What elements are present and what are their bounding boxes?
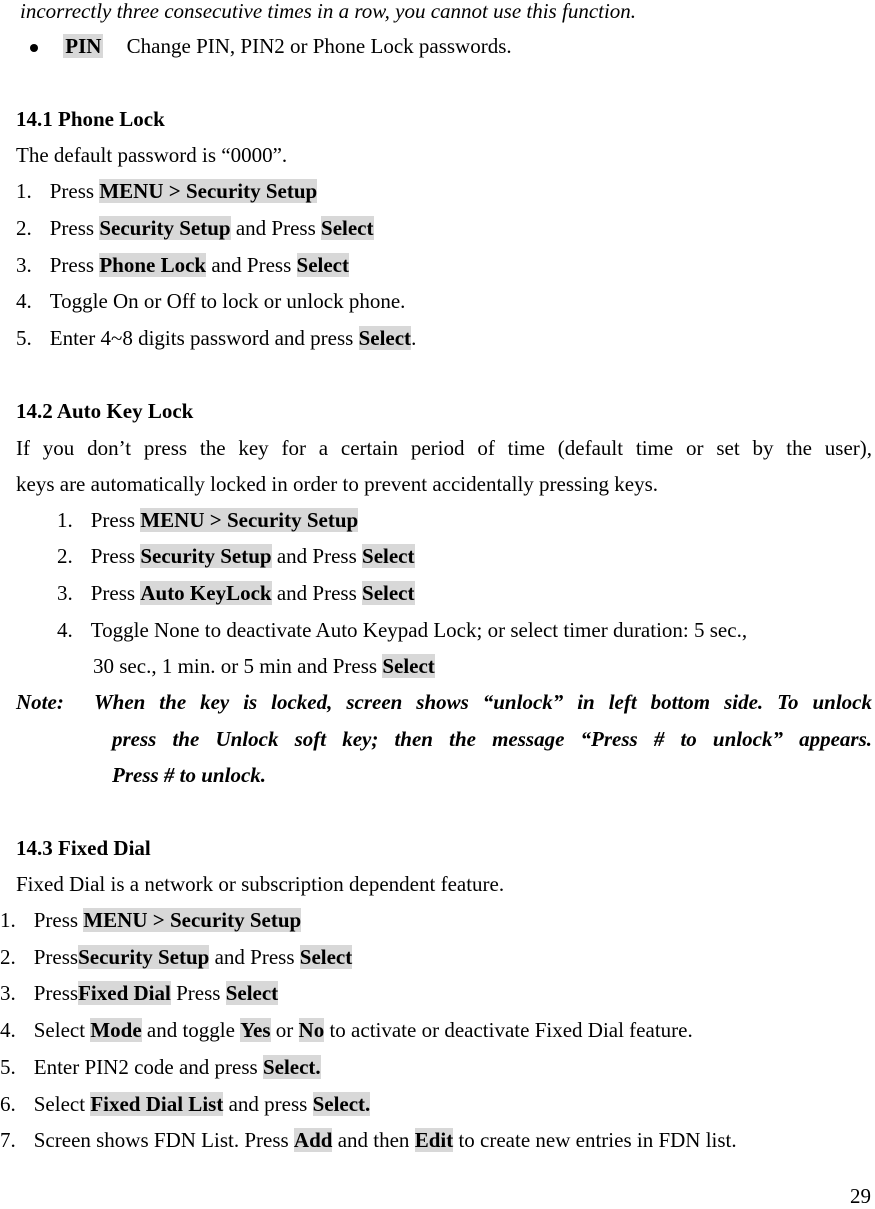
no-key: No (298, 1018, 325, 1042)
bullet-icon (30, 44, 38, 52)
note-line-3: Press # to unlock. (112, 763, 267, 787)
step-number: 1. (0, 908, 16, 932)
auto-key-lock-step-2: 2. Press Security Setup and Press Select (57, 544, 415, 568)
fixed-dial-step-4: 4. Select Mode and toggle Yes or No to activate or deactivate Fixed Dial feature. (0, 1018, 693, 1042)
security-setup-key: Security Setup (78, 945, 210, 969)
fixed-dial-step-5: 5. Enter PIN2 code and press Select. (0, 1055, 321, 1079)
fixed-dial-key: Fixed Dial (78, 981, 171, 1005)
add-key: Add (293, 1128, 333, 1152)
step-number: 5. (16, 326, 32, 350)
note-line-1: When the key is locked, screen shows “unlock” in left bottom side. To unlock (94, 690, 872, 714)
step-number: 2. (57, 544, 73, 568)
phone-lock-step-1: 1. Press MENU > Security Setup (16, 179, 318, 203)
phone-lock-step-5: 5. Enter 4~8 digits password and press Select. (16, 326, 417, 350)
select-key: Select (225, 981, 279, 1005)
step-number: 3. (0, 981, 16, 1005)
default-password-line: The default password is “0000”. (16, 143, 288, 167)
page-number: 29 (850, 1184, 871, 1208)
phone-lock-step-3: 3. Press Phone Lock and Press Select (16, 253, 350, 277)
auto-key-lock-step-4-cont: 30 sec., 1 min. or 5 min and Press Select (93, 654, 435, 678)
fixed-dial-step-3: 3. PressFixed Dial Press Select (0, 981, 279, 1005)
auto-key-lock-para-line-1: If you don’t press the key for a certain period of time (default time or set by the user), (16, 436, 872, 460)
mode-key: Mode (90, 1018, 142, 1042)
edit-key: Edit (414, 1128, 454, 1152)
auto-key-lock-step-4: 4. Toggle None to deactivate Auto Keypad Lock; or select timer duration: 5 sec., (57, 618, 748, 642)
step-number: 4. (57, 618, 73, 642)
select-key: Select (362, 581, 415, 605)
menu-key: MENU > Security Setup (140, 508, 359, 532)
pin-bullet-item (30, 33, 512, 59)
security-setup-key: Security Setup (99, 216, 231, 240)
auto-key-lock-para-line-2: keys are automatically locked in order to prevent accidentally pressing keys. (16, 472, 659, 496)
select-key: Select (362, 544, 415, 568)
select-key: Select. (312, 1092, 371, 1116)
select-key: Select (299, 945, 353, 969)
menu-key: MENU > Security Setup (99, 179, 318, 203)
phone-lock-key: Phone Lock (99, 253, 207, 277)
step-number: 6. (0, 1092, 16, 1116)
heading-auto-key-lock: 14.2 Auto Key Lock (16, 399, 194, 423)
intro-line: incorrectly three consecutive times in a row, you cannot use this function. (20, 0, 637, 23)
heading-phone-lock: 14.1 Phone Lock (16, 107, 165, 131)
auto-key-lock-step-3: 3. Press Auto KeyLock and Press Select (57, 581, 415, 605)
fixed-dial-step-6: 6. Select Fixed Dial List and press Select. (0, 1092, 371, 1116)
fixed-dial-step-7: 7. Screen shows FDN List. Press Add and then Edit to create new entries in FDN list. (0, 1128, 737, 1152)
pin-label: PIN (65, 34, 102, 58)
fixed-dial-step-2: 2. PressSecurity Setup and Press Select (0, 945, 353, 969)
auto-key-lock-step-1: 1. Press MENU > Security Setup (57, 508, 359, 532)
step-number: 3. (57, 581, 73, 605)
step-number: 5. (0, 1055, 16, 1079)
heading-fixed-dial: 14.3 Fixed Dial (16, 836, 151, 860)
pin-description: Change PIN, PIN2 or Phone Lock passwords. (126, 34, 512, 58)
select-key: Select (296, 253, 350, 277)
phone-lock-step-4: 4. Toggle On or Off to lock or unlock phone. (16, 289, 406, 313)
security-setup-key: Security Setup (140, 544, 272, 568)
step-number: 2. (0, 945, 16, 969)
step-number: 4. (16, 289, 32, 313)
step-number: 2. (16, 216, 32, 240)
fixed-dial-list-key: Fixed Dial List (90, 1092, 224, 1116)
step-number: 7. (0, 1128, 16, 1152)
note-label: Note: (16, 690, 64, 714)
phone-lock-step-2: 2. Press Security Setup and Press Select (16, 216, 374, 240)
menu-key: MENU > Security Setup (83, 908, 302, 932)
auto-keylock-key: Auto KeyLock (140, 581, 272, 605)
step-number: 1. (16, 179, 32, 203)
select-key: Select (321, 216, 374, 240)
select-key: Select (382, 654, 435, 678)
step-number: 1. (57, 508, 73, 532)
step-number: 3. (16, 253, 32, 277)
yes-key: Yes (240, 1018, 271, 1042)
fixed-dial-para: Fixed Dial is a network or subscription dependent feature. (16, 872, 505, 896)
step-number: 4. (0, 1018, 16, 1042)
note-line-2: press the Unlock soft key; then the message “Press # to unlock” appears. (112, 727, 872, 751)
fixed-dial-step-1: 1. Press MENU > Security Setup (0, 908, 302, 932)
select-key: Select (358, 326, 412, 350)
select-key: Select. (262, 1055, 321, 1079)
